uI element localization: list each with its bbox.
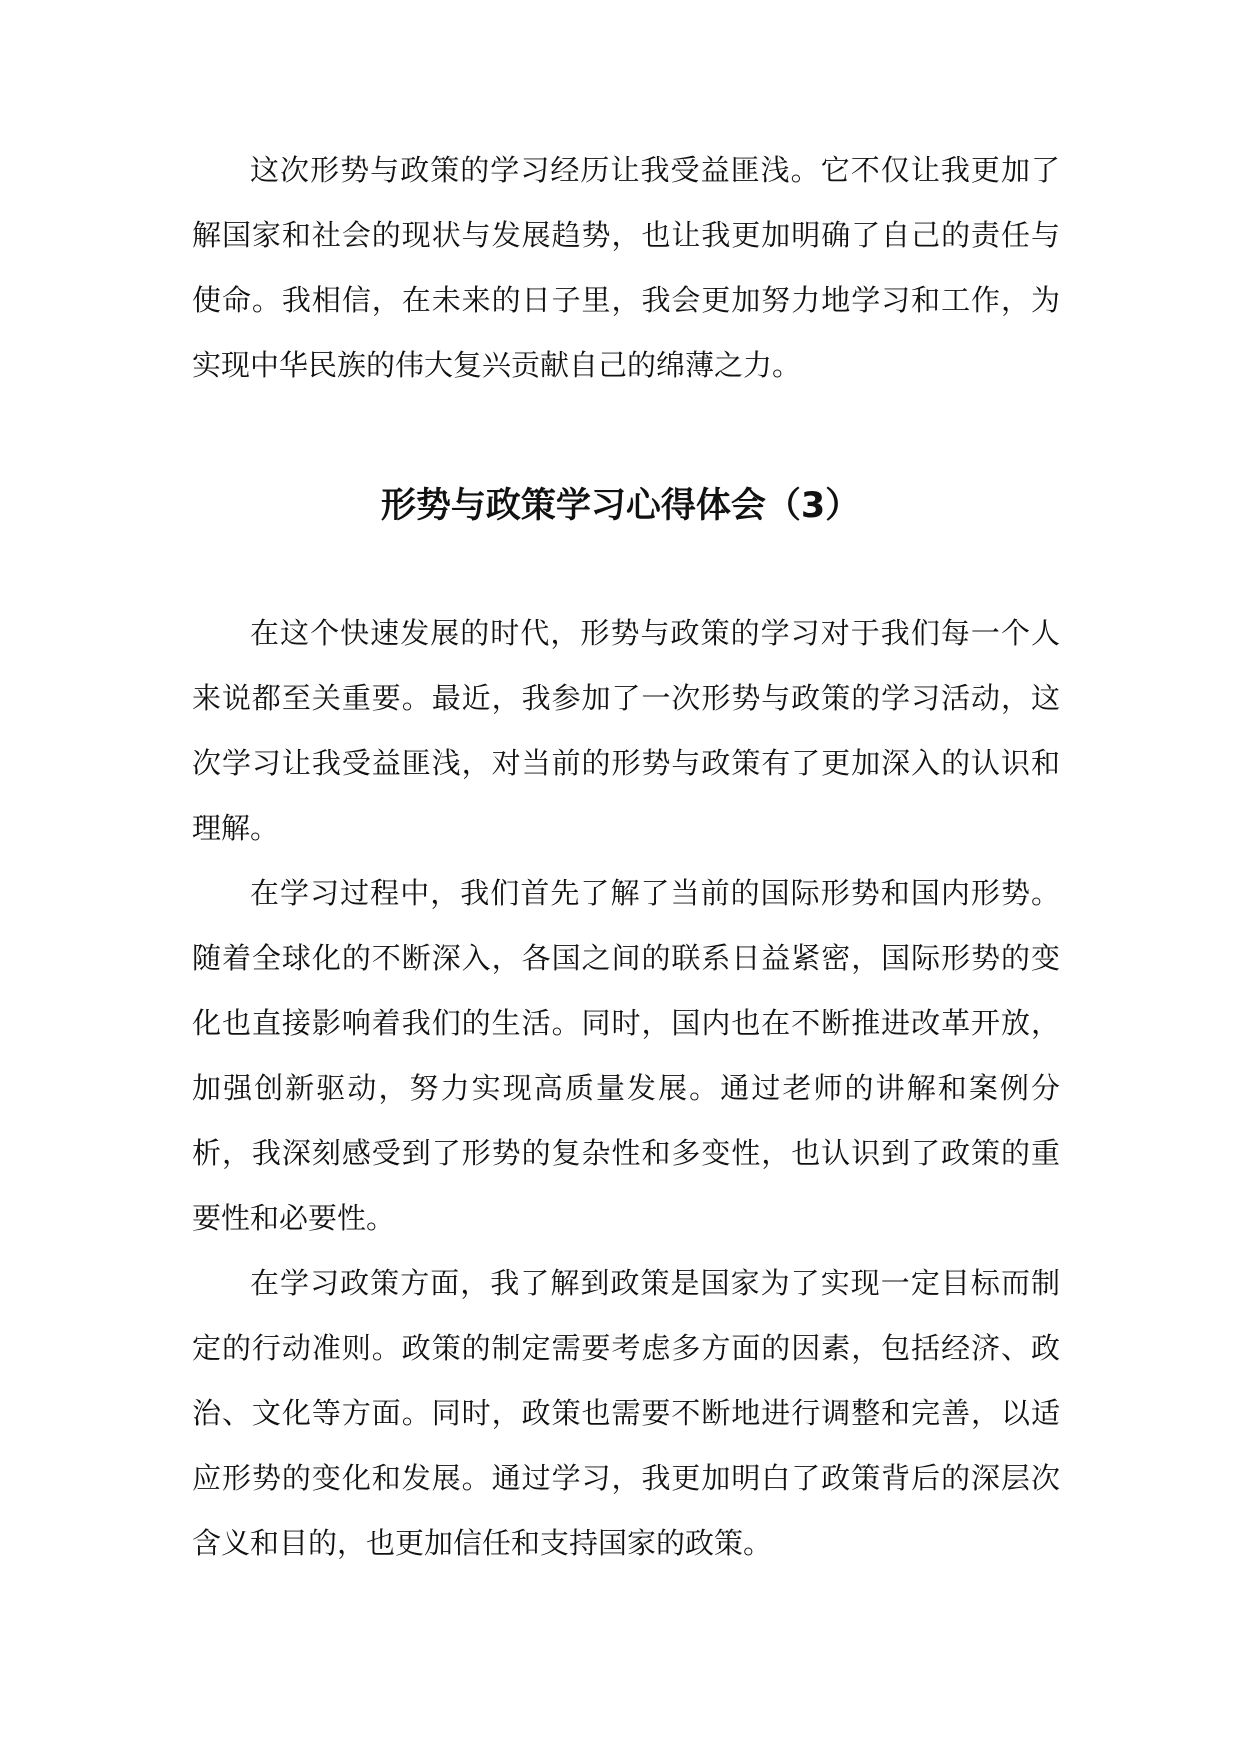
paragraph: 这次形势与政策的学习经历让我受益匪浅。它不仅让我更加了解国家和社会的现状与发展趋势，也让我更加明确了自己的责任与使命。我相信，在未来的日子里，我会更加努力地学习和工作，为实现中华民族的伟大复兴贡献自己的绵薄之力。 bbox=[192, 153, 1060, 382]
section-title: 形势与政策学习心得体会（3） bbox=[380, 486, 861, 526]
intro-text-block bbox=[192, 138, 1060, 398]
paragraph: 在学习过程中，我们首先了解了当前的国际形势和国内形势。随着全球化的不断深入，各国之间的联系日益紧密，国际形势的变化也直接影响着我们的生活。同时，国内也在不断推进改革开放，加强创新驱动，努力实现高质量发展。通过老师的讲解和案例分析，我深刻感受到了形势的复杂性和多变性，也认识到了政策的重要性和必要性。 bbox=[192, 876, 1060, 1235]
paragraph: 在这个快速发展的时代，形势与政策的学习对于我们每一个人来说都至关重要。最近，我参加了一次形势与政策的学习活动，这次学习让我受益匪浅，对当前的形势与政策有了更加深入的认识和理解。 bbox=[192, 616, 1060, 845]
paragraph: 在学习政策方面，我了解到政策是国家为了实现一定目标而制定的行动准则。政策的制定需要考虑多方面的因素，包括经济、政治、文化等方面。同时，政策也需要不断地进行调整和完善，以适应形势的变化和发展。通过学习，我更加明白了政策背后的深层次含义和目的，也更加信任和支持国家的政策。 bbox=[192, 1266, 1060, 1560]
body-text-block bbox=[192, 601, 1060, 1576]
